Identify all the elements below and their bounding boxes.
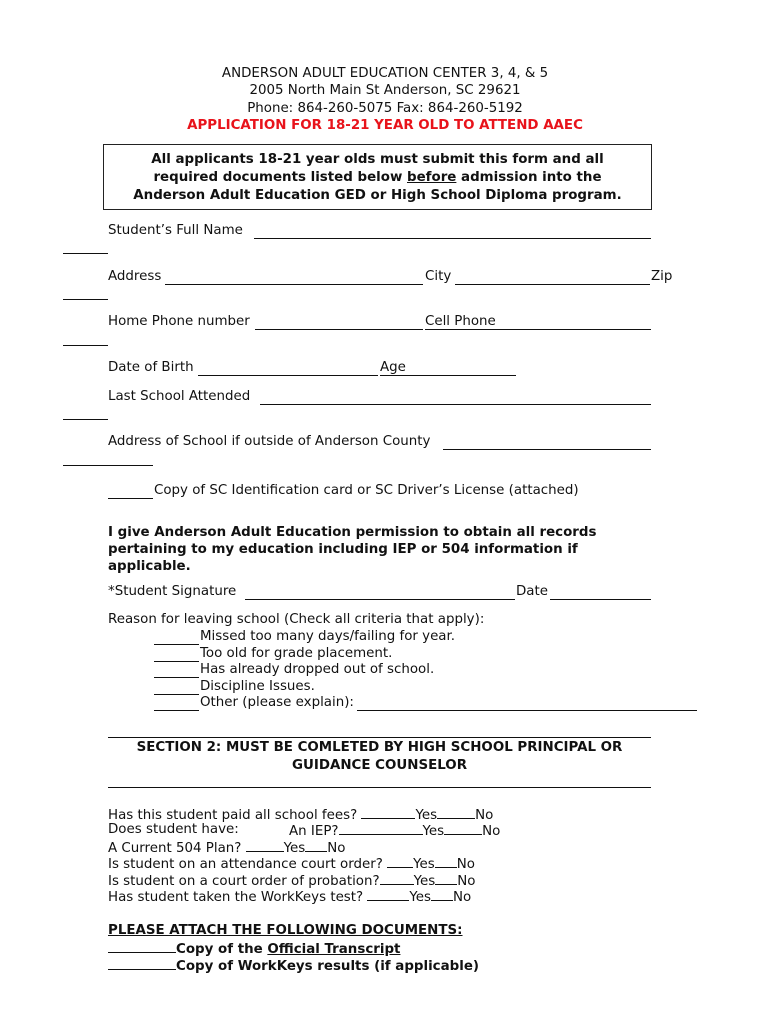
id-copy-label: Copy of SC Identification card or SC Driver’s License (attached): [154, 483, 579, 498]
q-fees[interactable]: Has this student paid all school fees? Yes No: [108, 808, 494, 823]
city-field[interactable]: [455, 284, 650, 285]
org-phone: Phone: 864-260-5075 Fax: 864-260-5192: [247, 101, 523, 116]
last-school-field[interactable]: [260, 404, 651, 405]
age-label: Age: [380, 360, 406, 375]
q-workkeys[interactable]: Has student taken the WorkKeys test? Yes No: [108, 890, 472, 905]
org-address: 2005 North Main St Anderson, SC 29621: [249, 83, 521, 98]
q-probation[interactable]: Is student on a court order of probation? Yes No: [108, 874, 476, 889]
reason-item-1: Missed too many days/failing for year.: [200, 629, 456, 644]
zip-label: Zip: [651, 269, 673, 284]
attach-item-workkeys[interactable]: Copy of WorkKeys results (if applicable): [108, 957, 479, 975]
address-field[interactable]: [165, 284, 423, 285]
dob-field[interactable]: [198, 375, 378, 376]
notice-line-1: All applicants 18-21 year olds must submit this form and all: [151, 152, 604, 167]
reason-checkline-3[interactable]: [154, 677, 199, 678]
org-name: ANDERSON ADULT EDUCATION CENTER 3, 4, & 5: [221, 66, 549, 81]
section-2-title-line-2: GUIDANCE COUNSELOR: [292, 758, 467, 773]
reason-checkline-1[interactable]: [154, 644, 199, 645]
signature-date-field[interactable]: [550, 599, 651, 600]
cell-phone-field-cont[interactable]: [63, 345, 108, 346]
q-iep[interactable]: An IEP? Yes No: [289, 824, 501, 839]
school-address-field[interactable]: [443, 449, 651, 450]
full-name-field-cont[interactable]: [63, 253, 108, 254]
attach-item-transcript[interactable]: Copy of the Official Transcript: [108, 940, 400, 958]
reason-checkline-2[interactable]: [154, 661, 199, 662]
cell-phone-label: Cell Phone: [425, 314, 496, 329]
section-divider-top: [108, 737, 651, 738]
cell-phone-field[interactable]: [425, 329, 651, 330]
section-divider-bottom: [108, 787, 651, 788]
notice-line-2: required documents listed below before admission into the: [153, 170, 602, 185]
section-2-title-line-1: SECTION 2: MUST BE COMLETED BY HIGH SCHOOL PRINCIPAL OR: [136, 740, 623, 755]
reasons-heading: Reason for leaving school (Check all criteria that apply):: [108, 612, 485, 627]
signature-field[interactable]: [245, 599, 515, 600]
reason-checkline-5[interactable]: [154, 710, 199, 711]
signature-date-label: Date: [516, 584, 549, 599]
full-name-field[interactable]: [254, 238, 651, 239]
q-have: Does student have:: [108, 822, 239, 837]
reason-item-4: Discipline Issues.: [200, 679, 315, 694]
full-name-label: Student’s Full Name: [108, 223, 243, 238]
city-label: City: [425, 269, 452, 284]
home-phone-field[interactable]: [255, 329, 423, 330]
notice-line-3: Anderson Adult Education GED or High School Diploma program.: [133, 188, 622, 203]
q-court[interactable]: Is student on an attendance court order? Yes No: [108, 857, 475, 872]
reason-checkline-4[interactable]: [154, 694, 199, 695]
reason-item-3: Has already dropped out of school.: [200, 662, 435, 677]
id-copy-checkline[interactable]: [108, 498, 153, 499]
address-label: Address: [108, 269, 162, 284]
last-school-label: Last School Attended: [108, 389, 251, 404]
dob-label: Date of Birth: [108, 360, 194, 375]
attach-heading: PLEASE ATTACH THE FOLLOWING DOCUMENTS:: [108, 923, 463, 938]
reason-other-field[interactable]: [357, 710, 697, 711]
notice-box: [103, 144, 652, 210]
before-emphasis: before: [407, 170, 457, 185]
school-address-label: Address of School if outside of Anderson County: [108, 434, 431, 449]
permission-statement: I give Anderson Adult Education permission to obtain all records pertaining to my education including IEP or 504 information if applicable.: [108, 525, 597, 574]
school-address-field-cont[interactable]: [63, 465, 153, 466]
page-title: APPLICATION FOR 18-21 YEAR OLD TO ATTEND AAEC: [187, 118, 583, 133]
signature-label: *Student Signature: [108, 584, 237, 599]
zip-field[interactable]: [63, 299, 108, 300]
reason-item-5: Other (please explain):: [200, 695, 354, 710]
home-phone-label: Home Phone number: [108, 314, 250, 329]
q-504[interactable]: A Current 504 Plan? Yes No: [108, 841, 346, 856]
age-field[interactable]: [380, 375, 516, 376]
reason-item-2: Too old for grade placement.: [200, 646, 393, 661]
last-school-field-cont[interactable]: [63, 419, 108, 420]
